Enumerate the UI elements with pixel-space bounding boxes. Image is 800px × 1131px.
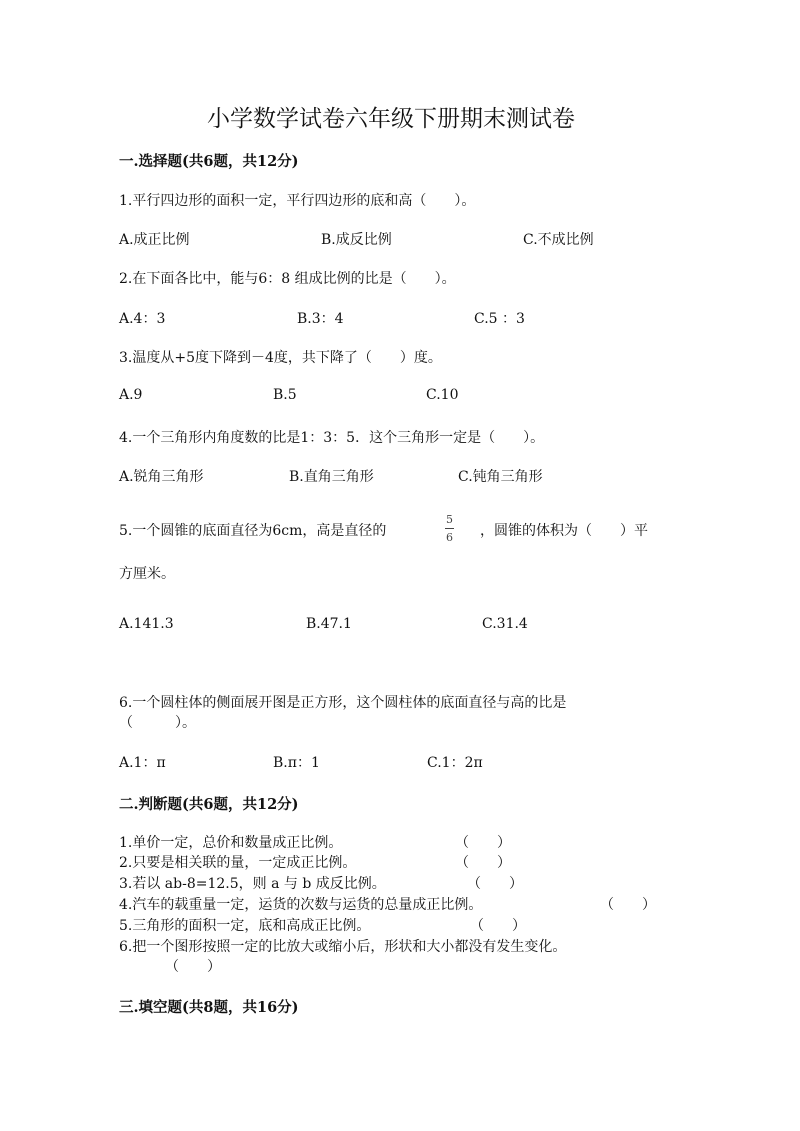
- q5-option-c: C.31.4: [482, 616, 528, 632]
- question-2: 2.在下面各比中，能与6：8 组成比例的比是（ ）。: [119, 271, 456, 287]
- judgment-item-6: 6.把一个图形按照一定的比放大或缩小后，形状和大小都没有发生变化。: [119, 939, 567, 955]
- fraction-five-sixths: [445, 514, 454, 543]
- q6-option-c: C.1：2π: [427, 755, 483, 771]
- judgment-blank-6: （ ）: [165, 959, 221, 975]
- question-5-part-b: ，圆锥的体积为（ ）平: [480, 523, 648, 539]
- judgment-blank-2: （ ）: [455, 855, 511, 871]
- question-1: 1.平行四边形的面积一定，平行四边形的底和高（ ）。: [119, 193, 476, 209]
- question-6: 6.一个圆柱体的侧面展开图是正方形，这个圆柱体的底面直径与高的比是: [119, 695, 567, 711]
- q5-option-a: A.141.3: [119, 616, 174, 632]
- judgment-blank-1: （ ）: [455, 835, 511, 851]
- q4-option-c: C.钝角三角形: [458, 469, 543, 485]
- judgment-item-1: 1.单价一定，总价和数量成正比例。: [119, 835, 343, 851]
- question-4: 4.一个三角形内角度数的比是1：3：5．这个三角形一定是（ ）。: [119, 430, 545, 446]
- q2-option-b: B.3：4: [297, 311, 344, 327]
- judgment-blank-5: （ ）: [470, 918, 526, 934]
- question-3: 3.温度从+5度下降到－4度，共下降了（ ）度。: [119, 350, 442, 366]
- judgment-item-5: 5.三角形的面积一定，底和高成正比例。: [119, 918, 371, 934]
- fraction-bar: [445, 528, 454, 529]
- q3-option-c: C.10: [426, 387, 459, 403]
- q5-option-b: B.47.1: [306, 616, 352, 632]
- q4-option-b: B.直角三角形: [289, 469, 374, 485]
- q2-option-c: C.5 ：3: [474, 311, 525, 327]
- judgment-item-3: 3.若以 ab-8=12.5，则 a 与 b 成反比例。: [119, 876, 386, 892]
- q3-option-a: A.9: [119, 387, 143, 403]
- page-title: 小学数学试卷六年级下册期末测试卷: [207, 106, 575, 132]
- q2-option-a: A.4：3: [119, 311, 166, 327]
- judgment-item-4: 4.汽车的载重量一定，运货的次数与运货的总量成正比例。: [119, 897, 483, 913]
- judgment-blank-4: （ ）: [600, 897, 656, 913]
- q1-option-b: B.成反比例: [321, 232, 392, 248]
- judgment-item-2: 2.只要是相关联的量，一定成正比例。: [119, 855, 357, 871]
- fraction-numerator: 5: [446, 513, 453, 526]
- section-heading-fill: 三.填空题(共8题，共16分): [119, 999, 299, 1016]
- q6-option-a: A.1：π: [119, 755, 166, 771]
- judgment-blank-3: （ ）: [467, 876, 523, 892]
- q6-option-b: B.π：1: [273, 755, 320, 771]
- q4-option-a: A.锐角三角形: [119, 469, 204, 485]
- question-5-part-c: 方厘米。: [119, 566, 175, 582]
- question-6-continuation: （ ）。: [119, 715, 196, 731]
- q3-option-b: B.5: [273, 387, 297, 403]
- fraction-denominator: 6: [446, 531, 453, 544]
- section-heading-choice: 一.选择题(共6题，共12分): [119, 153, 299, 170]
- q1-option-c: C.不成比例: [523, 232, 594, 248]
- section-heading-judgment: 二.判断题(共6题，共12分): [119, 796, 299, 813]
- question-5-part-a: 5.一个圆锥的底面直径为6cm，高是直径的: [119, 523, 387, 539]
- q1-option-a: A.成正比例: [119, 232, 190, 248]
